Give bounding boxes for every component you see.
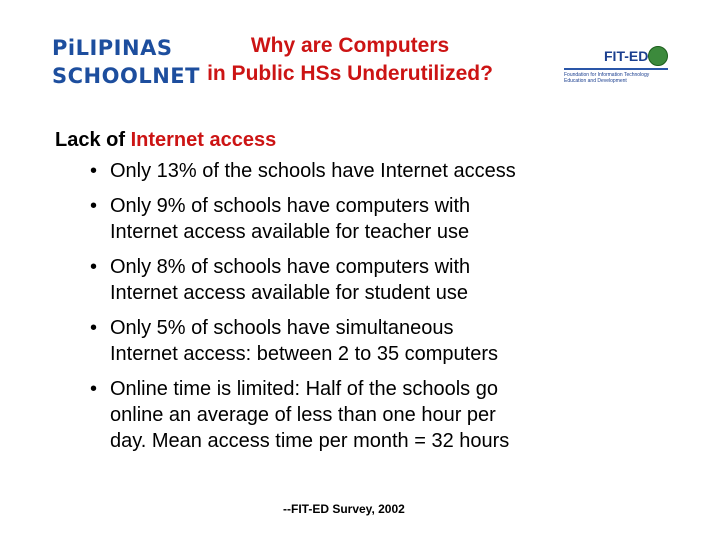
bullet-item [0,254,728,306]
bullet-line: Internet access available for student use [110,282,468,304]
bullet-line: • Only 5% of schools have simultaneous [110,317,454,339]
bullet-line: day. Mean access time per month = 32 hours [110,430,510,452]
bullet-item [0,158,728,184]
bullet-line: Internet access available for teacher use [110,221,470,243]
heading-accent: Internet access [130,129,277,151]
bullet-item [0,193,728,245]
pilipinas-schoolnet-logo [52,36,200,92]
fit-ed-logo-text: FIT-ED [604,48,649,64]
slide-title [160,32,540,88]
globe-icon [648,46,668,66]
title-line2: in Public HSs Underutilized? [207,62,493,85]
source-citation: --FIT-ED Survey, 2002 [283,502,405,516]
bullet-line: • Only 13% of the schools have Internet access [110,160,516,182]
bullet-item [0,376,728,454]
bullet-line: online an average of less than one hour per [110,404,496,426]
logo-left-line1: PiLIPINAS [52,36,173,60]
logo-left-line2: SCHOOLNET [52,64,200,88]
bullet-line: • Online time is limited: Half of the schools go [110,378,498,400]
title-line1: Why are Computers [250,34,450,57]
fit-ed-logo-subtitle: Foundation for Information Technology Education and Development [564,72,650,84]
logo-divider [564,68,668,70]
fit-ed-logo [560,40,670,98]
bullet-item [0,315,728,367]
section-heading [55,129,276,152]
bullet-line: Internet access: between 2 to 35 computers [110,343,498,365]
bullet-line: • Only 8% of schools have computers with [110,256,471,278]
bullet-list [0,158,728,463]
heading-prefix: Lack of [55,129,131,151]
bullet-line: • Only 9% of schools have computers with [110,195,471,217]
